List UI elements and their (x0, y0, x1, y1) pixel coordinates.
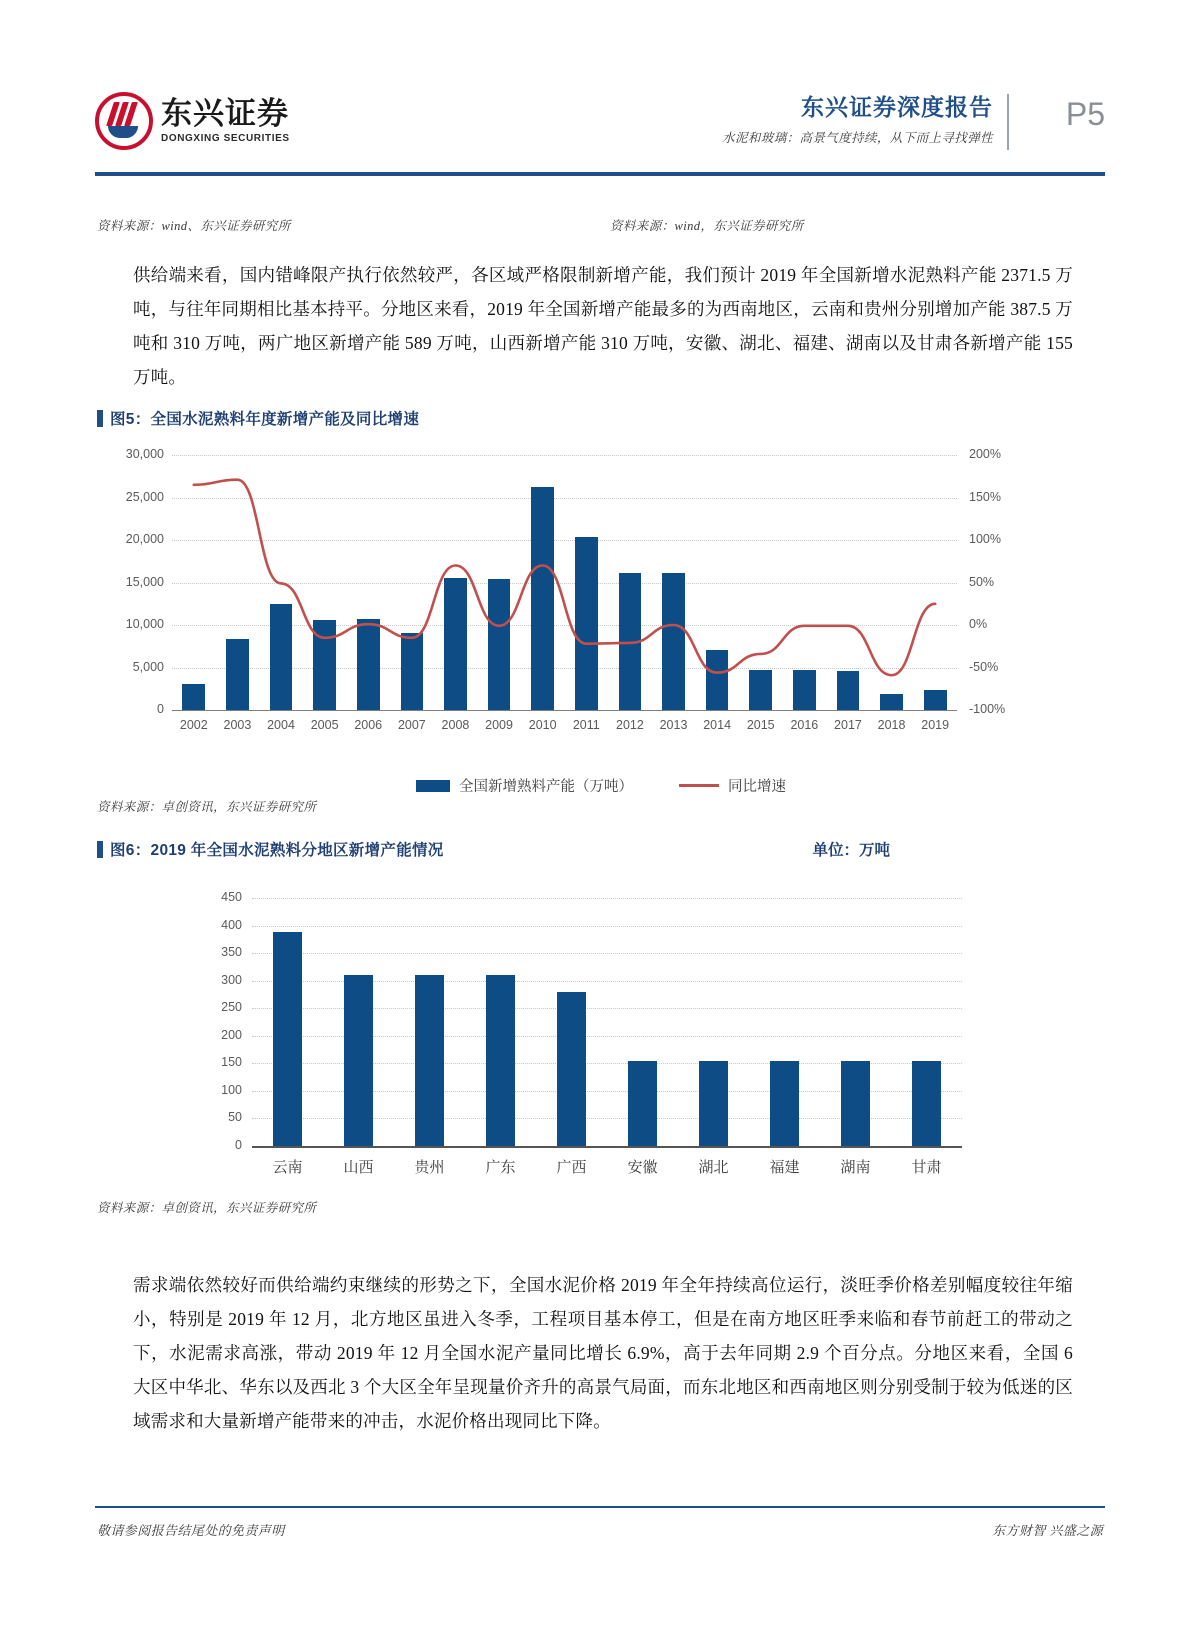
y-axis-tick: 450 (221, 890, 242, 904)
body-paragraph-supply: 供给端来看，国内错峰限产执行依然较严，各区域严格限制新增产能，我们预计 2019 年全国新增水泥熟料产能 2371.5 万吨，与往年同期相比基本持平。分地区来看，2019 年全国新增产能最多的为西南地区，云南和贵州分别增加产能 387.5 万吨和 310 万吨，两广地区新增产能 589 万吨，山西新增产能 310 万吨，安徽、湖北、福建、湖南以及甘肃各新增产能 155 万吨。 (133, 265, 1073, 387)
bar-2007 (401, 633, 424, 710)
x-axis-label-2013: 2013 (659, 718, 688, 732)
bar-湖南 (841, 1061, 869, 1146)
figure-6-title: 图6：2019 年全国水泥熟料分地区新增产能情况 (110, 842, 444, 859)
x-axis-label-2003: 2003 (223, 718, 252, 732)
bar-2015 (749, 670, 772, 710)
y-axis-tick-left: 0 (157, 702, 164, 716)
bar-2011 (575, 537, 598, 710)
y-axis-tick: 50 (228, 1110, 242, 1125)
y-axis-tick-right: 100% (969, 532, 1001, 546)
x-axis-label-2012: 2012 (616, 718, 644, 732)
x-axis-line (172, 710, 957, 711)
x-axis-label-2010: 2010 (528, 718, 557, 732)
bar-2003 (226, 639, 249, 710)
footer-disclaimer: 敬请参阅报告结尾处的免责声明 (97, 1523, 285, 1538)
x-axis-label-广东: 广东 (485, 1159, 516, 1176)
gridline (252, 898, 962, 899)
x-axis-label-云南: 云南 (272, 1159, 303, 1176)
x-axis-label-安徽: 安徽 (627, 1159, 658, 1176)
chart-fig5-legend (97, 775, 1105, 796)
gridline (172, 583, 957, 584)
bar-2018 (880, 694, 903, 710)
bar-2012 (619, 573, 642, 710)
bar-2005 (313, 620, 336, 710)
bar-2004 (270, 604, 293, 710)
page-header (95, 88, 1105, 160)
x-axis-label-甘肃: 甘肃 (911, 1159, 942, 1176)
company-logo (95, 92, 290, 150)
y-axis-tick: 350 (221, 945, 242, 960)
logo-chinese-name: 东兴证券 (161, 95, 289, 131)
bar-福建 (770, 1061, 798, 1146)
x-axis-label-贵州: 贵州 (414, 1159, 445, 1176)
figure-5-title: 图5：全国水泥熟料年度新增产能及同比增速 (110, 411, 420, 428)
bar-湖北 (699, 1061, 727, 1146)
y-axis-tick: 200 (221, 1027, 242, 1042)
footer-slogan: 东方财智 兴盛之源 (992, 1523, 1103, 1538)
x-axis-label-2006: 2006 (354, 718, 383, 732)
x-axis-label-山西: 山西 (343, 1159, 374, 1176)
y-axis-tick-right: 0% (969, 617, 988, 631)
gridline (252, 926, 962, 927)
chart-fig6 (97, 880, 1105, 1180)
legend-label-line: 同比增速 (728, 779, 786, 795)
legend-item-bars (416, 775, 633, 796)
x-axis-label-2002: 2002 (179, 718, 208, 732)
bar-贵州 (415, 975, 443, 1146)
legend-line-swatch-icon (679, 784, 719, 787)
x-axis-line (252, 1146, 962, 1148)
dongxing-logo-icon (95, 92, 153, 150)
bar-山西 (344, 975, 372, 1146)
chart-fig6-plot-area (221, 890, 962, 1152)
bar-2010 (531, 487, 554, 710)
logo-english-name: DONGXING SECURITIES (161, 133, 290, 145)
legend-label-bars: 全国新增熟料产能（万吨） (459, 779, 633, 795)
figure-marker-icon (97, 841, 103, 858)
footer-divider (95, 1506, 1105, 1508)
chart-fig5-plot-area (125, 447, 1006, 716)
y-axis-tick-left: 10,000 (125, 617, 164, 631)
x-axis-label-2009: 2009 (485, 718, 513, 732)
y-axis-tick: 150 (221, 1055, 242, 1070)
legend-item-line (679, 775, 786, 796)
y-axis-tick-left: 15,000 (125, 574, 164, 589)
figure-5-title-bar (97, 405, 1105, 431)
x-axis-label-2014: 2014 (703, 718, 732, 732)
y-axis-tick-right: 50% (969, 574, 995, 589)
y-axis-tick-left: 20,000 (125, 532, 164, 546)
y-axis-tick-right: -100% (969, 702, 1006, 716)
x-axis-label-2004: 2004 (267, 718, 295, 732)
bar-2019 (924, 690, 947, 710)
y-axis-tick-right: -50% (969, 659, 999, 674)
x-axis-label-广西: 广西 (556, 1159, 587, 1176)
x-axis-label-湖北: 湖北 (698, 1159, 729, 1176)
y-axis-tick-left: 25,000 (125, 489, 164, 504)
bar-云南 (273, 932, 301, 1146)
x-axis-label-2005: 2005 (310, 718, 339, 732)
source-note-top-left: 资料来源：wind、东兴证券研究所 (97, 219, 291, 233)
y-axis-tick: 400 (221, 917, 242, 932)
body-paragraph-demand: 需求端依然较好而供给端约束继续的形势之下，全国水泥价格 2019 年全年持续高位运行，淡旺季价格差别幅度较往年缩小，特别是 2019 年 12 月，北方地区虽进入冬季，工程项目基本停工，但是在南方地区旺季来临和春节前赶工的带动之下，水泥需求高涨，带动 2019 年 12 月全国水泥产量同比增长 6.9%，高于去年同期 2.9 个百分点。分地区来看，全国 6 大区中华北、华东以及西北 3 个大区全年呈现量价齐升的高景气局面，而东北地区和西南地区则分别受制于较为低迷的区域需求和大量新增产能带来的冲击，水泥价格出现同比下降。 (133, 1275, 1073, 1431)
y-axis-tick: 0 (235, 1138, 242, 1152)
bar-2002 (182, 684, 205, 710)
header-title-block (722, 94, 1009, 150)
figure-6-unit: 单位：万吨 (812, 842, 890, 859)
x-axis-label-2018: 2018 (877, 718, 906, 732)
source-note-fig6: 资料来源：卓创资讯，东兴证券研究所 (97, 1201, 317, 1215)
gridline (252, 953, 962, 954)
x-axis-label-2007: 2007 (397, 718, 426, 732)
bar-2009 (488, 579, 511, 710)
report-subtitle: 水泥和玻璃：高景气度持续，从下而上寻找弹性 (722, 130, 993, 145)
bar-安徽 (628, 1061, 656, 1146)
y-axis-tick: 250 (221, 1000, 242, 1015)
figure-marker-icon (97, 410, 103, 427)
x-axis-label-福建: 福建 (769, 1159, 800, 1176)
gridline (172, 498, 957, 499)
x-axis-label-湖南: 湖南 (840, 1159, 871, 1176)
gridline (172, 455, 957, 456)
report-title: 东兴证券深度报告 (801, 94, 993, 120)
header-divider (95, 172, 1105, 176)
y-axis-tick-right: 150% (969, 489, 1001, 504)
bar-2006 (357, 619, 380, 710)
bar-2014 (706, 650, 729, 710)
bar-2016 (793, 670, 816, 710)
x-axis-label-2019: 2019 (921, 718, 950, 732)
x-axis-label-2015: 2015 (746, 718, 775, 732)
page-number: P5 (1065, 96, 1105, 132)
bar-2017 (837, 671, 860, 710)
x-axis-label-2017: 2017 (834, 718, 862, 732)
x-axis-label-2016: 2016 (790, 718, 819, 732)
bar-2013 (662, 573, 685, 710)
bar-广西 (557, 992, 585, 1146)
x-axis-label-2008: 2008 (441, 718, 470, 732)
bar-2008 (444, 578, 467, 710)
y-axis-tick-left: 30,000 (125, 447, 164, 461)
y-axis-tick: 100 (221, 1082, 242, 1097)
bar-甘肃 (912, 1061, 940, 1146)
figure-6-title-bar (97, 836, 1105, 862)
x-axis-label-2011: 2011 (572, 718, 600, 732)
y-axis-tick: 300 (221, 972, 242, 987)
source-note-fig5: 资料来源：卓创资讯，东兴证券研究所 (97, 800, 317, 814)
legend-bar-swatch-icon (416, 780, 450, 792)
source-note-top-right: 资料来源：wind，东兴证券研究所 (610, 219, 804, 233)
bar-广东 (486, 975, 514, 1146)
y-axis-tick-right: 200% (969, 447, 1001, 461)
gridline (172, 540, 957, 541)
chart-fig5 (97, 440, 1105, 740)
y-axis-tick-left: 5,000 (132, 659, 164, 674)
